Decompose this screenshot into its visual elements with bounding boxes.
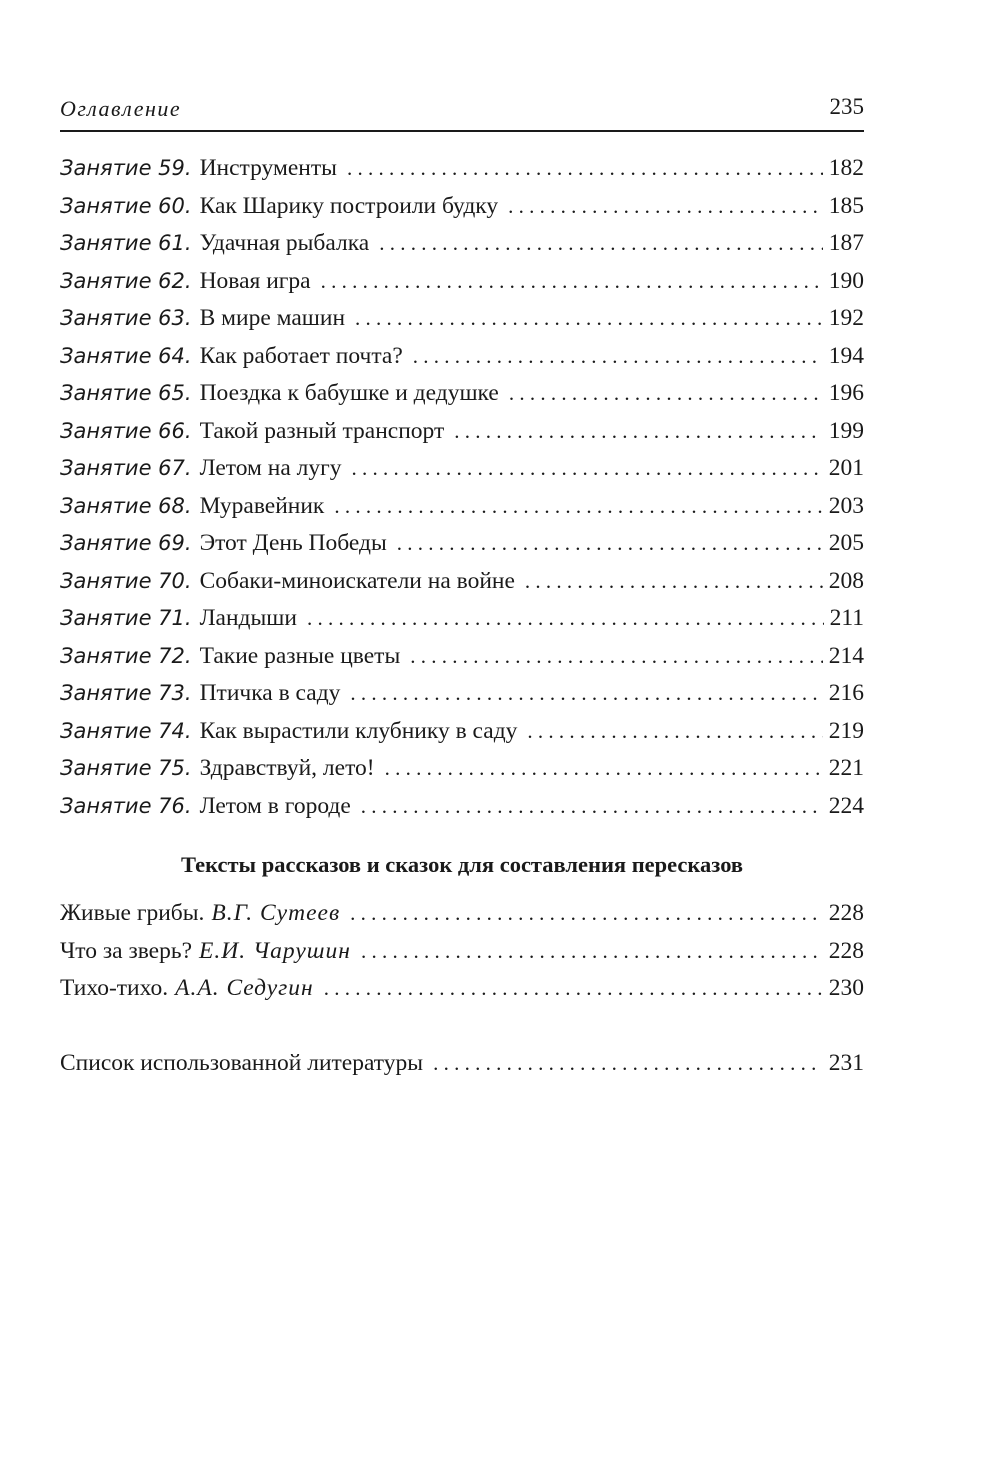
toc-entry-lesson-73[interactable] [60, 680, 864, 718]
dot-leader [379, 231, 823, 256]
toc-entry-story[interactable] [60, 900, 864, 938]
header-divider [60, 130, 864, 132]
lesson-label: Занятие 70. [60, 568, 192, 593]
lesson-label: Занятие 69. [60, 531, 192, 555]
lesson-label: Занятие 74. [60, 718, 192, 743]
toc-entry-lesson-74[interactable] [60, 718, 864, 756]
dot-leader [508, 194, 823, 219]
lesson-label: Занятие 64. [60, 343, 192, 368]
toc-entry-lesson-64[interactable] [60, 343, 864, 381]
lesson-label: Занятие 60. [60, 193, 192, 218]
story-page: 228 [828, 937, 864, 964]
toc-entry-story[interactable] [60, 975, 864, 1013]
lesson-label: Занятие 67. [60, 456, 192, 480]
story-title: Живые грибы. [60, 900, 205, 926]
section-heading: Тексты рассказов и сказок для составления пересказов [180, 852, 744, 877]
lesson-title: Такой разный транспорт [199, 417, 445, 444]
dot-leader [410, 644, 823, 669]
lesson-page: 221 [828, 755, 864, 781]
running-header [60, 92, 864, 128]
header-title: Оглавление [60, 96, 182, 121]
lesson-label: Занятие 62. [60, 268, 192, 293]
lesson-title: Здравствуй, лето! [199, 755, 375, 781]
lesson-title: Поездка к бабушке и дедушке [199, 380, 499, 406]
toc-entry-lesson-75[interactable] [60, 755, 864, 793]
dot-leader [350, 901, 823, 926]
lesson-page: 224 [828, 792, 864, 819]
toc-entry-lesson-59[interactable] [60, 155, 864, 193]
lesson-title: Новая игра [199, 267, 311, 294]
story-title: Что за зверь? [60, 937, 193, 964]
lesson-label: Занятие 68. [60, 493, 192, 518]
lesson-label: Занятие 61. [60, 231, 192, 255]
lesson-label: Занятие 73. [60, 681, 192, 705]
lesson-page: 203 [828, 492, 864, 519]
story-author: Е.И. Чарушин [199, 937, 351, 964]
lesson-label: Занятие 59. [60, 156, 192, 180]
dot-leader [525, 569, 823, 594]
bibliography-page: 231 [828, 1050, 864, 1076]
lesson-page: 208 [828, 567, 864, 594]
toc-entry-lesson-66[interactable] [60, 418, 864, 456]
lesson-title: Летом в городе [199, 792, 351, 819]
dot-leader [385, 756, 823, 781]
dot-leader [527, 719, 822, 744]
bibliography-title: Список использованной литературы [60, 1050, 424, 1076]
dot-leader [324, 976, 823, 1001]
toc-entry-lesson-71[interactable] [60, 605, 864, 643]
lesson-page: 194 [828, 342, 864, 369]
toc-entry-lesson-76[interactable] [60, 793, 864, 831]
lesson-title: Муравейник [199, 492, 325, 519]
story-page: 228 [828, 900, 864, 926]
dot-leader [352, 456, 823, 481]
story-author: А.А. Седугин [175, 975, 314, 1001]
lesson-title: Как работает почта? [199, 342, 403, 369]
lesson-title: Как вырастили клубнику в саду [199, 717, 518, 744]
header-page-number: 235 [829, 94, 864, 119]
lesson-title: Собаки-миноискатели на войне [199, 567, 515, 594]
toc-entry-lesson-65[interactable] [60, 380, 864, 418]
lesson-title: Ландыши [199, 605, 297, 631]
lesson-page: 182 [828, 155, 864, 181]
lesson-label: Занятие 66. [60, 418, 192, 443]
lesson-label: Занятие 72. [60, 643, 192, 668]
toc-entry-bibliography[interactable] [60, 1050, 864, 1088]
lesson-page: 196 [828, 380, 864, 406]
toc-entry-story[interactable] [60, 938, 864, 976]
dot-leader [454, 419, 822, 444]
lesson-page: 219 [828, 717, 864, 744]
dot-leader [321, 269, 823, 294]
lesson-label: Занятие 76. [60, 793, 192, 818]
lesson-page: 216 [828, 680, 864, 706]
lesson-page: 190 [828, 267, 864, 294]
lessons-list [60, 155, 864, 830]
lesson-page: 192 [828, 305, 864, 331]
toc-entry-lesson-61[interactable] [60, 230, 864, 268]
toc-entry-lesson-69[interactable] [60, 530, 864, 568]
toc-entry-lesson-63[interactable] [60, 305, 864, 343]
lesson-label: Занятие 63. [60, 306, 192, 330]
dot-leader [350, 681, 822, 706]
dot-leader [355, 306, 823, 331]
dot-leader [433, 1051, 823, 1076]
lesson-page: 199 [828, 417, 864, 444]
lesson-label: Занятие 71. [60, 606, 192, 630]
dot-leader [361, 939, 823, 964]
dot-leader [307, 606, 824, 631]
lesson-title: В мире машин [199, 305, 346, 331]
dot-leader [413, 344, 823, 369]
lesson-page: 187 [828, 230, 864, 256]
lesson-title: Удачная рыбалка [199, 230, 370, 256]
lesson-page: 214 [828, 642, 864, 669]
lesson-page: 205 [828, 530, 864, 556]
lesson-title: Птичка в саду [199, 680, 341, 706]
toc-entry-lesson-60[interactable] [60, 193, 864, 231]
toc-entry-lesson-70[interactable] [60, 568, 864, 606]
dot-leader [509, 381, 823, 406]
stories-list [60, 900, 864, 1013]
lesson-page: 201 [828, 455, 864, 481]
story-author: В.Г. Сутеев [211, 900, 341, 926]
lesson-title: Такие разные цветы [199, 642, 401, 669]
lesson-title: Летом на лугу [199, 455, 342, 481]
dot-leader [397, 531, 823, 556]
bibliography-section [60, 1050, 864, 1088]
lesson-label: Занятие 65. [60, 381, 192, 405]
lesson-page: 211 [829, 605, 864, 631]
toc-entry-lesson-67[interactable] [60, 455, 864, 493]
story-page: 230 [828, 975, 864, 1001]
lesson-title: Как Шарику построили будку [199, 192, 499, 219]
toc-entry-lesson-68[interactable] [60, 493, 864, 531]
dot-leader [361, 794, 823, 819]
toc-entry-lesson-72[interactable] [60, 643, 864, 681]
lesson-label: Занятие 75. [60, 756, 192, 780]
lesson-title: Этот День Победы [199, 530, 387, 556]
story-title: Тихо-тихо. [60, 975, 169, 1001]
lesson-page: 185 [828, 192, 864, 219]
toc-entry-lesson-62[interactable] [60, 268, 864, 306]
lesson-title: Инструменты [199, 155, 337, 181]
dot-leader [347, 156, 823, 181]
dot-leader [334, 494, 822, 519]
